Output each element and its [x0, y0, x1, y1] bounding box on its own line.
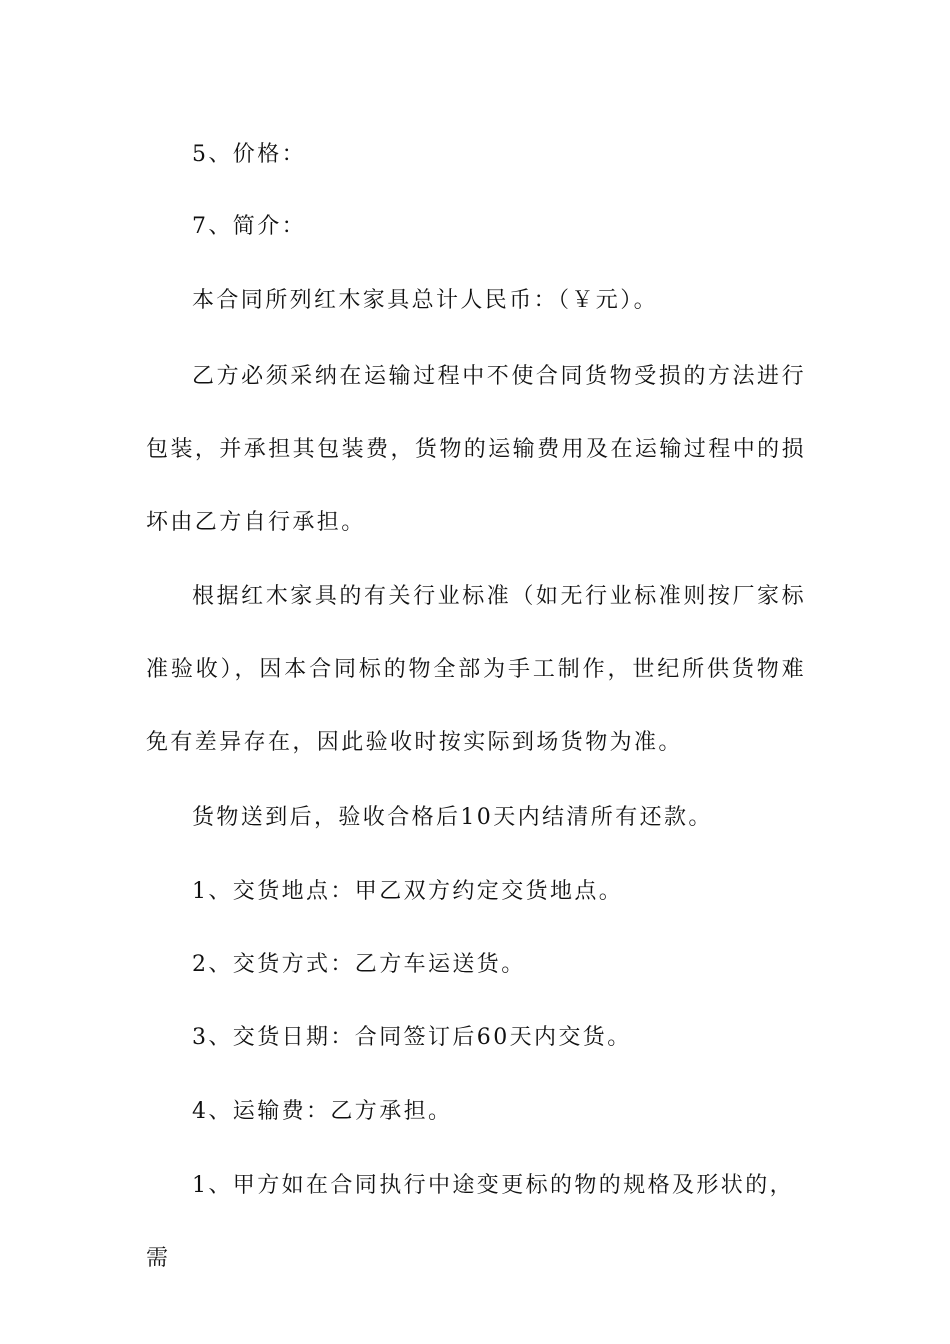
- paragraph-delivery-method: 2、交货方式：乙方车运送货。: [192, 952, 526, 977]
- paragraph-total-amount: 本合同所列红木家具总计人民币：（￥元）。: [192, 288, 659, 313]
- paragraph-price: 5、价格：: [192, 142, 306, 167]
- paragraph-payment: 货物送到后，验收合格后10天内结清所有还款。: [192, 805, 713, 830]
- paragraph-intro: 7、简介：: [192, 214, 306, 239]
- paragraph-freight: 4、运输费：乙方承担。: [192, 1099, 453, 1124]
- paragraph-acceptance: 根据红木家具的有关行业标准（如无行业标准则按厂家标准验收），因本合同标的物全部为手工制作，世纪所供货物难免有差异存在，因此验收时按实际到场货物为准。: [146, 584, 806, 755]
- paragraph-delivery-date: 3、交货日期：合同签订后60天内交货。: [192, 1025, 632, 1050]
- paragraph-change-spec: 1、甲方如在合同执行中途变更标的物的规格及形状的，需: [146, 1173, 794, 1271]
- paragraph-delivery-location: 1、交货地点：甲乙双方约定交货地点。: [192, 879, 624, 904]
- paragraph-packaging: 乙方必须采纳在运输过程中不使合同货物受损的方法进行包装，并承担其包装费，货物的运输费用及在运输过程中的损坏由乙方自行承担。: [146, 364, 806, 535]
